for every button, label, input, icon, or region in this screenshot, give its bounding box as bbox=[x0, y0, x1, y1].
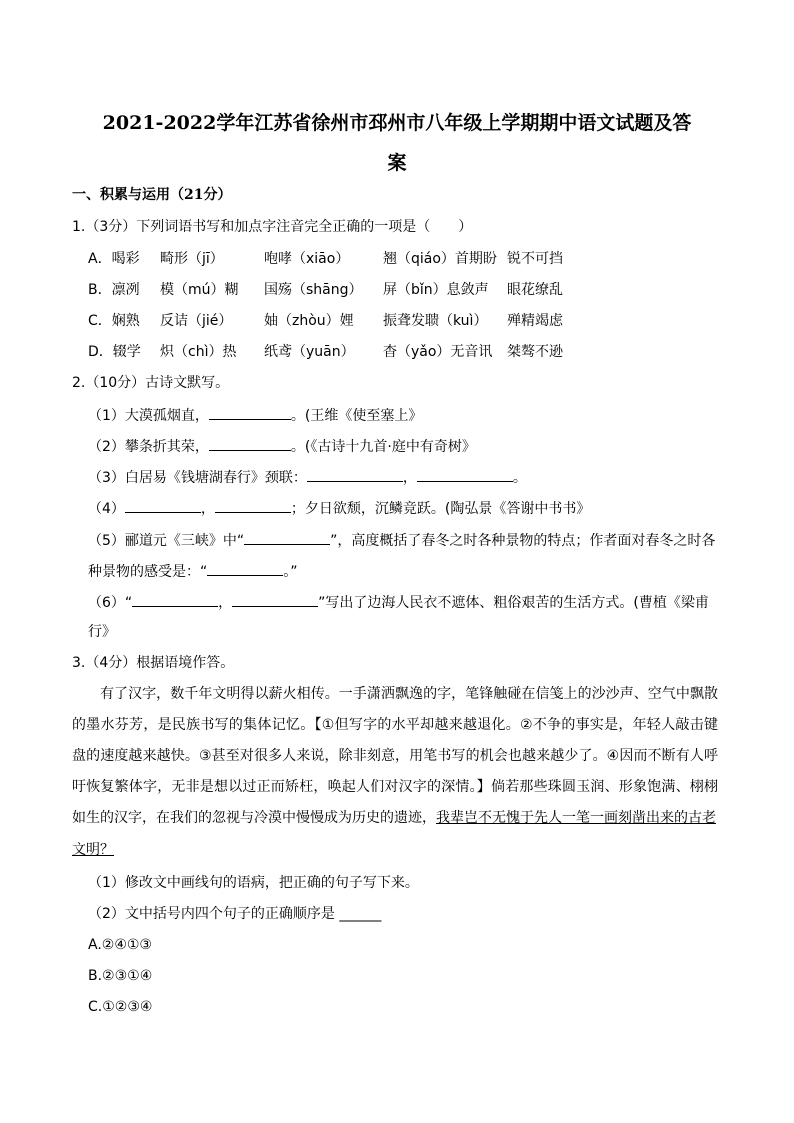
text: ；夕日欲颓，沉鳞竞跃。(陶弘景《答谢中书书》 bbox=[290, 501, 591, 517]
text: （2）攀条折其荣， bbox=[88, 439, 209, 455]
doc-title-line1: 2021-2022学年江苏省徐州市邳州市八年级上学期期中语文试题及答 bbox=[102, 112, 692, 134]
underlined-sentence-end: 文明？ bbox=[72, 842, 114, 858]
passage-line: 盘的速度越来越快。③甚至对很多人来说，除非刻意，用笔书写的机会也越来越少了。④因而不断有人呼 bbox=[72, 748, 718, 764]
text: 如生的汉字，在我们的忽视与冷漠中慢慢成为历史的遗迹， bbox=[72, 810, 436, 826]
answer-blank[interactable] bbox=[307, 467, 403, 482]
section-heading: 一、积累与运用（21分） bbox=[72, 187, 232, 203]
text: ”，高度概括了春冬之时各种景物的特点；作者面对春冬之时各 bbox=[330, 533, 716, 549]
doc-title-line2: 案 bbox=[387, 152, 407, 174]
text: ”写出了边海人民衣不遮体、粗俗艰苦的生活方式。(曹植《梁甫 bbox=[318, 595, 709, 611]
passage-line: 的墨水芬芳，是民族书写的集体记忆。【①但写字的水平却越来越退化。②不争的事实是，年轻人敲击键 bbox=[72, 717, 718, 733]
text: （1）大漠孤烟直， bbox=[88, 408, 209, 424]
answer-blank[interactable] bbox=[215, 498, 291, 513]
text: （4） bbox=[88, 501, 125, 517]
q1-option-term: 妯（zhòu）娌 bbox=[264, 313, 354, 329]
q1-option-label: C．娴熟 bbox=[88, 313, 140, 329]
text: （6）“ bbox=[88, 595, 133, 611]
q1-option-term: 杳（yǎo）无音讯 bbox=[383, 344, 493, 360]
text: ， bbox=[402, 470, 417, 486]
q2-item-6-cont: 行》 bbox=[88, 624, 116, 640]
passage-line bbox=[72, 809, 716, 827]
q3-sub2: （2）文中括号内四个句子的正确顺序是 ______ bbox=[88, 906, 382, 922]
q1-option-term: 翘（qiáo）首期盼 bbox=[383, 251, 497, 267]
text: 。 bbox=[512, 470, 527, 486]
q2-item-3 bbox=[88, 467, 527, 487]
q2-stem: 2.（10分）古诗文默写。 bbox=[72, 375, 230, 391]
q1-option-term: 咆哮（xiāo） bbox=[264, 251, 350, 267]
q2-item-5 bbox=[88, 530, 715, 550]
text: ， bbox=[218, 595, 233, 611]
q2-item-5-cont bbox=[88, 561, 298, 581]
q2-item-1 bbox=[88, 405, 422, 425]
text: ， bbox=[200, 501, 215, 517]
q1-option-term: 模（mú）糊 bbox=[160, 282, 239, 298]
q1-option-term: 反诘（jié） bbox=[160, 313, 233, 329]
q1-stem: 1.（3分）下列词语书写和加点字注音完全正确的一项是（ ） bbox=[72, 219, 473, 235]
answer-blank[interactable] bbox=[417, 467, 513, 482]
text: 。(王维《使至塞上》 bbox=[290, 408, 423, 424]
passage-line: 吁恢复繁体字，无非是想以过正而矫枉，唤起人们对汉字的深情。】倘若那些珠圆玉润、形象饱满、栩栩 bbox=[72, 779, 718, 795]
q3-stem: 3.（4分）根据语境作答。 bbox=[72, 655, 235, 671]
q1-option-term: 屏（bǐn）息敛声 bbox=[383, 282, 489, 298]
q1-option-term: 桀骜不逊 bbox=[507, 344, 563, 360]
q1-option-label: D．辍学 bbox=[88, 344, 141, 360]
q2-item-6 bbox=[88, 592, 709, 612]
answer-blank[interactable] bbox=[209, 405, 291, 420]
q1-option-term: 纸鸢（yuān） bbox=[264, 344, 355, 360]
q1-option-term: 锐不可挡 bbox=[507, 251, 563, 267]
q1-option-term: 畸形（jī） bbox=[160, 251, 224, 267]
q1-option-term: 殚精竭虑 bbox=[507, 313, 563, 329]
text: （3）白居易《钱塘湖春行》颈联： bbox=[88, 470, 307, 486]
answer-blank[interactable] bbox=[244, 530, 330, 545]
q3-option-c: C.①②③④ bbox=[88, 999, 153, 1015]
text: （5）郦道元《三峡》中“ bbox=[88, 533, 245, 549]
q3-option-b: B.②③①④ bbox=[88, 968, 153, 984]
q1-option-term: 振聋发聩（kuì） bbox=[383, 313, 488, 329]
text: 种景物的感受是：“ bbox=[88, 564, 208, 580]
answer-blank[interactable] bbox=[209, 436, 291, 451]
q1-option-term: 炽（chì）热 bbox=[160, 344, 237, 360]
q3-option-a: A.②④①③ bbox=[88, 937, 152, 953]
q1-option-label: A．喝彩 bbox=[88, 251, 140, 267]
answer-blank[interactable] bbox=[232, 592, 318, 607]
passage-line: 有了汉字，数千年文明得以薪火相传。一手潇洒飘逸的字，笔锋触碰在信笺上的沙沙声、空气中飘散 bbox=[100, 686, 718, 702]
text: 。” bbox=[283, 564, 298, 580]
answer-blank[interactable] bbox=[207, 561, 283, 576]
answer-blank[interactable] bbox=[132, 592, 218, 607]
q1-option-term: 国殇（shāng） bbox=[264, 282, 363, 298]
underlined-sentence: 我辈岂不无愧于先人一笔一画刻凿出来的古老 bbox=[436, 810, 716, 826]
q1-option-term: 眼花缭乱 bbox=[507, 282, 563, 298]
answer-blank[interactable] bbox=[125, 498, 201, 513]
q2-item-2 bbox=[88, 436, 476, 456]
q3-sub1: （1）修改文中画线句的语病，把正确的句子写下来。 bbox=[88, 875, 419, 891]
text: 。(《古诗十九首·庭中有奇树》 bbox=[290, 439, 476, 455]
q2-item-4 bbox=[88, 498, 590, 518]
q1-option-label: B．凛冽 bbox=[88, 282, 140, 298]
